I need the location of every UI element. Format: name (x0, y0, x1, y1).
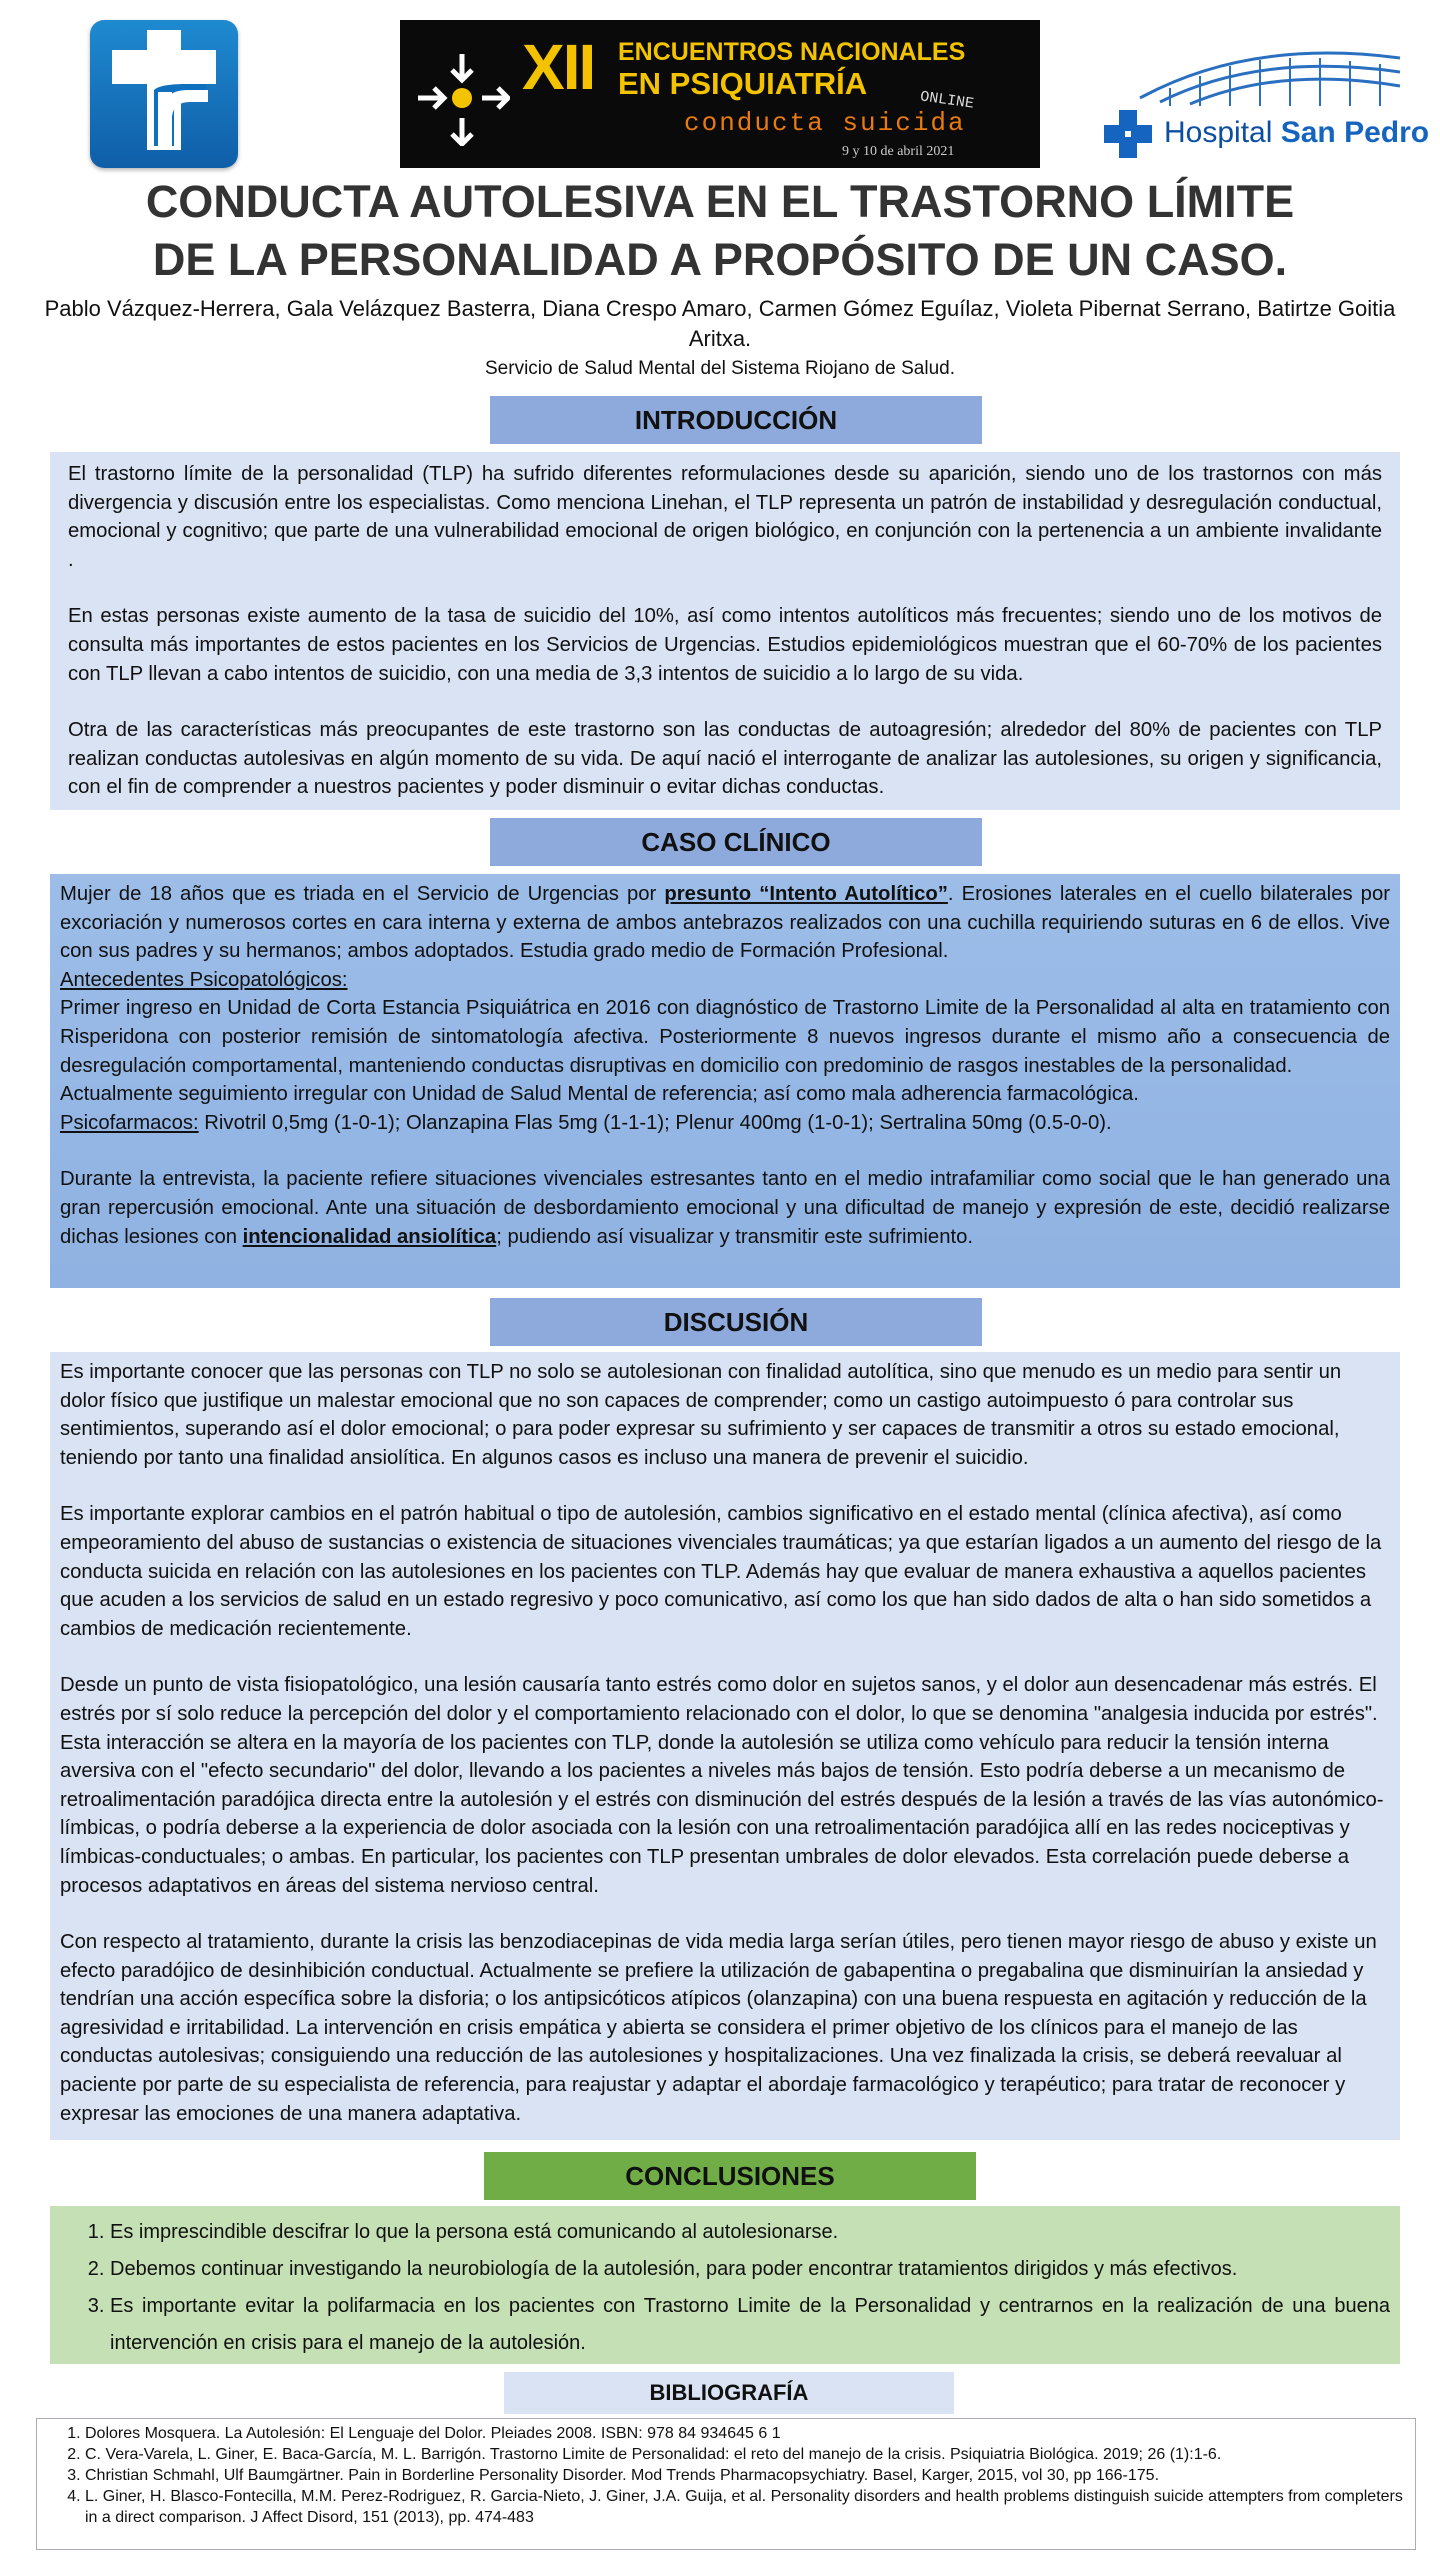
caso-paragraph (60, 1109, 1390, 1138)
hospital-name-bold: San Pedro (1280, 116, 1430, 149)
health-cross-logo-icon (90, 20, 238, 168)
discusion-paragraph: Es importante conocer que las personas con TLP no solo se autolesionan con finalidad autolítica, sino que menudo es un medio para sentir un dolor físico que justifique un malestar emocional que no son capaces de comprender; como un castigo autoimpuesto ó para controlar sus sentimientos, superando así el dolor emocional; o para poder expresar su sufrimiento y ser capaces de transmitir a otros su estado emocional, teniendo por tanto una finalidad ansiolítica. En algunos casos es incluso una manera de prevenir el suicidio. (60, 1361, 1342, 1469)
banner-online: ONLINE (919, 88, 975, 113)
caso-text: ; pudiendo así visualizar y transmitir este sufrimiento. (496, 1225, 974, 1248)
caso-paragraph: Actualmente seguimiento irregular con Unidad de Salud Mental de referencia; así como mala adherencia farmacológica. (60, 1083, 1139, 1106)
poster-title-line1: CONDUCTA AUTOLESIVA EN EL TRASTORNO LÍMITE (145, 176, 1295, 227)
conclusiones-heading: CONCLUSIONES (484, 2152, 976, 2200)
banner-subtitle: conducta suicida (684, 108, 966, 138)
banner-date: 9 y 10 de abril 2021 (842, 144, 955, 159)
caso-text: . Erosiones laterales en el cuello bilaterales por excoriación y numerosos cortes en cara interna y externa de ambos antebrazos realizados con una cuchilla requiriendo suturas en 6 de ellos. Vive con sus padres y su hermanos; ambos adoptados. Estudia grado medio de Formación Profesional. (60, 883, 1390, 963)
hospital-logo (1100, 28, 1430, 168)
reference-item: 4. L. Giner, H. Blasco-Fontecilla, M.M. Perez-Rodriguez, R. Garcia-Nieto, J. Giner, J.A. Guija, et al. Personality disorders and health problems distinguish suicide attempters from completers in a direct comparison. J Affect Disord, 151 (2013), pp. 474-483 (85, 2486, 1405, 2528)
reference-item: 2. C. Vera-Varela, L. Giner, E. Baca-García, M. L. Barrigón. Trastorno Limite de Personalidad: el reto del manejo de la crisis. Psiquiatria Biológica. 2019; 26 (1):1-6. (85, 2444, 1405, 2465)
poster-title-line2: DE LA PERSONALIDAD A PROPÓSITO DE UN CASO. (152, 234, 1288, 285)
caso-text: Mujer de 18 años que es triada en el Servicio de Urgencias por (60, 883, 665, 905)
reference-item: 3. Christian Schmahl, Ulf Baumgärtner. Pain in Borderline Personality Disorder. Mod Trends Pharmacopsychiatry. Basel, Karger, 2015, vol 30, pp 166-175. (85, 2465, 1405, 2486)
hospital-cross-icon (1102, 108, 1154, 160)
hospital-building-icon (1130, 28, 1410, 108)
bibliografia-heading: BIBLIOGRAFÍA (504, 2372, 954, 2414)
discusion-heading: DISCUSIÓN (490, 1298, 982, 1346)
psicofarmacos-text: Rivotril 0,5mg (1-0-1); Olanzapina Flas 5mg (1-1-1); Plenur 400mg (1-0-1); Sertralina 50mg (0.5-0-0). (198, 1111, 1112, 1134)
banner-line1: ENCUENTROS NACIONALES (618, 38, 966, 66)
caso-emphasis: intencionalidad ansiolítica (242, 1225, 497, 1248)
caso-paragraph: Primer ingreso en Unidad de Corta Estancia Psiquiátrica en 2016 con diagnóstico de Trastorno Limite de la Personalidad al alta en tratamiento con Risperidona con posterior remisión de sintomatología afectiva. Posteriormente 8 nuevos ingresos durante el mismo año a consecuencia de desregulación comportamental, manteniendo conductas disruptivas en domicilio con predominio de rasgos inestables de la personalidad. (60, 997, 1390, 1077)
introduccion-heading: INTRODUCCIÓN (490, 396, 982, 444)
caso-heading: CASO CLÍNICO (490, 818, 982, 866)
discusion-paragraph: Es importante explorar cambios en el patrón habitual o tipo de autolesión, cambios significativo en el estado mental (clínica afectiva), así como empeoramiento del abuso de sustancias o existencia de situaciones vivenciales traumáticas; ya que estarían ligados a un aumento del riesgo de la conducta suicida en relación con las autolesiones en los pacientes con TLP. Además hay que evaluar de manera exhaustiva a aquellos pacientes que acuden a los servicios de salud en un estado regresivo y poco comunicativo, así como los que han sido dados de alta o han sido sometidos a cambios de medicación recientemente. (60, 1503, 1382, 1640)
antecedentes-label: Antecedentes Psicopatológicos: (60, 968, 348, 991)
conclusion-item: 1. Es imprescindible descifrar lo que la persona está comunicando al autolesionarse. (110, 2214, 1390, 2251)
authors: Pablo Vázquez-Herrera, Gala Velázquez Basterra, Diana Crespo Amaro, Carmen Gómez Eguílaz, Violeta Pibernat Serrano, Batirtze Goitia Aritxa. (44, 296, 1396, 351)
banner-line2: EN PSIQUIATRÍA (618, 66, 868, 101)
conclusion-item: 2. Debemos continuar investigando la neurobiología de la autolesión, para poder encontrar tratamientos dirigidos y más efectivos. (110, 2251, 1390, 2288)
conclusiones-panel (50, 2206, 1400, 2364)
banner-edition: XII (522, 31, 595, 103)
psicofarmacos-label: Psicofarmacos: (60, 1111, 199, 1134)
xii-encuentros-arrows-icon (414, 50, 510, 146)
congress-banner (400, 20, 1040, 168)
introduccion-paragraph: Otra de las características más preocupantes de este trastorno son las conductas de autoagresión; alrededor del 80% de pacientes con TLP realizan conductas autolesivas en algún momento de su vida. De aquí nació el interrogante de analizar las autolesiones, su origen y significancia, con el fin de comprender a nuestros pacientes y poder disminuir o evitar dichas conductas. (68, 719, 1382, 799)
introduccion-panel (50, 452, 1400, 810)
caso-text: Durante la entrevista, la paciente refiere situaciones vivenciales estresantes tanto en el medio intrafamiliar como social que le han generado una gran repercusión emocional. Ante una situación de desbordamiento emocional y una dificultad de manejo y expresión de este, decidió realizarse dichas lesiones con (60, 1168, 1390, 1248)
bibliografia-panel (36, 2418, 1416, 2550)
service: Servicio de Salud Mental del Sistema Riojano de Salud. (485, 358, 955, 379)
discusion-paragraph: Desde un punto de vista fisiopatológico, una lesión causaría tanto estrés como dolor en sujetos sanos, y el dolor aun desencadenar más estrés. El estrés por sí solo reduce la percepción del dolor y el comportamiento relacionado con el dolor, lo que se denomina "analgesia inducida por estrés". Esta interacción se altera en la mayoría de los pacientes con TLP, donde la autolesión se utiliza como vehículo para reducir la tensión interna aversiva con el "efecto secundario" del dolor, llevando a los pacientes a niveles más bajos de tensión. Esto podría deberse a un mecanismo de retroalimentación paradójica directa entre la autolesión y el estrés con disminución del estrés después de la lesión a través de las vías autonómico-límbicas, o podría deberse a la experiencia de dolor asociada con la lesión con una retroalimentación paradójica allí en las redes nociceptivas y límbicas-conductuales; o ambas. En particular, los pacientes con TLP presentan umbrales de dolor elevados. Esta correlación puede deberse a procesos adaptativos en áreas del sistema nervioso central. (60, 1674, 1384, 1897)
discusion-paragraph: Con respecto al tratamiento, durante la crisis las benzodiacepinas de vida media larga serían útiles, pero tienen mayor riesgo de abuso y existe un efecto paradójico de desinhibición conductual. Actualmente se prefiere la utilización de gabapentina o pregabalina que disminuirían la ansiedad y tendrían una acción específica sobre la disforia; o los antipsicóticos atípicos (olanzapina) con una buena respuesta en agitación y reducción de la agresividad e irritabilidad. La intervención en crisis empática y abierta se considera el primer objetivo de los clínicos para el manejo de las conductas autolesivas; consiguiendo una reducción de las autolesiones y hospitalizaciones. Una vez finalizada la crisis, se deberá reevaluar al paciente por parte de su especialista de referencia, para reajustar y adaptar el abordaje farmacológico y terapéutico; para tratar de reconocer y expresar las emociones de una manera adaptativa. (60, 1931, 1377, 2125)
discusion-panel (50, 1352, 1400, 2140)
caso-paragraph (60, 1165, 1390, 1251)
introduccion-paragraph: En estas personas existe aumento de la tasa de suicidio del 10%, así como intentos autolíticos más frecuentes; siendo uno de los motivos de consulta más importantes de estos pacientes en los Servicios de Urgencias. Estudios epidemiológicos muestran que el 60-70% de los pacientes con TLP llevan a cabo intentos de suicidio, con una media de 3,3 intentos de suicidio a lo largo de su vida. (68, 605, 1382, 685)
caso-panel (50, 874, 1400, 1288)
reference-item: 1. Dolores Mosquera. La Autolesión: El Lenguaje del Dolor. Pleiades 2008. ISBN: 978 84 934645 6 1 (85, 2423, 1405, 2444)
conclusion-item: 3. Es importante evitar la polifarmacia en los pacientes con Trastorno Limite de la Personalidad y centrarnos en la realización de una buena intervención en crisis para el manejo de la autolesión. (110, 2288, 1390, 2362)
hospital-prefix: Hospital (1164, 116, 1281, 149)
caso-paragraph (60, 880, 1390, 966)
hospital-name (1164, 116, 1429, 150)
introduccion-paragraph: El trastorno límite de la personalidad (TLP) ha sufrido diferentes reformulaciones desde su aparición, siendo uno de los trastornos con más divergencia y discusión entre los especialistas. Como menciona Linehan, el TLP representa un patrón de instabilidad y desregulación conductual, emocional y cognitivo; que parte de una vulnerabilidad emocional de origen biológico, en conjunción con la pertenencia a un ambiente invalidante . (68, 463, 1382, 571)
caso-emphasis: presunto “Intento Autolítico” (664, 883, 948, 905)
